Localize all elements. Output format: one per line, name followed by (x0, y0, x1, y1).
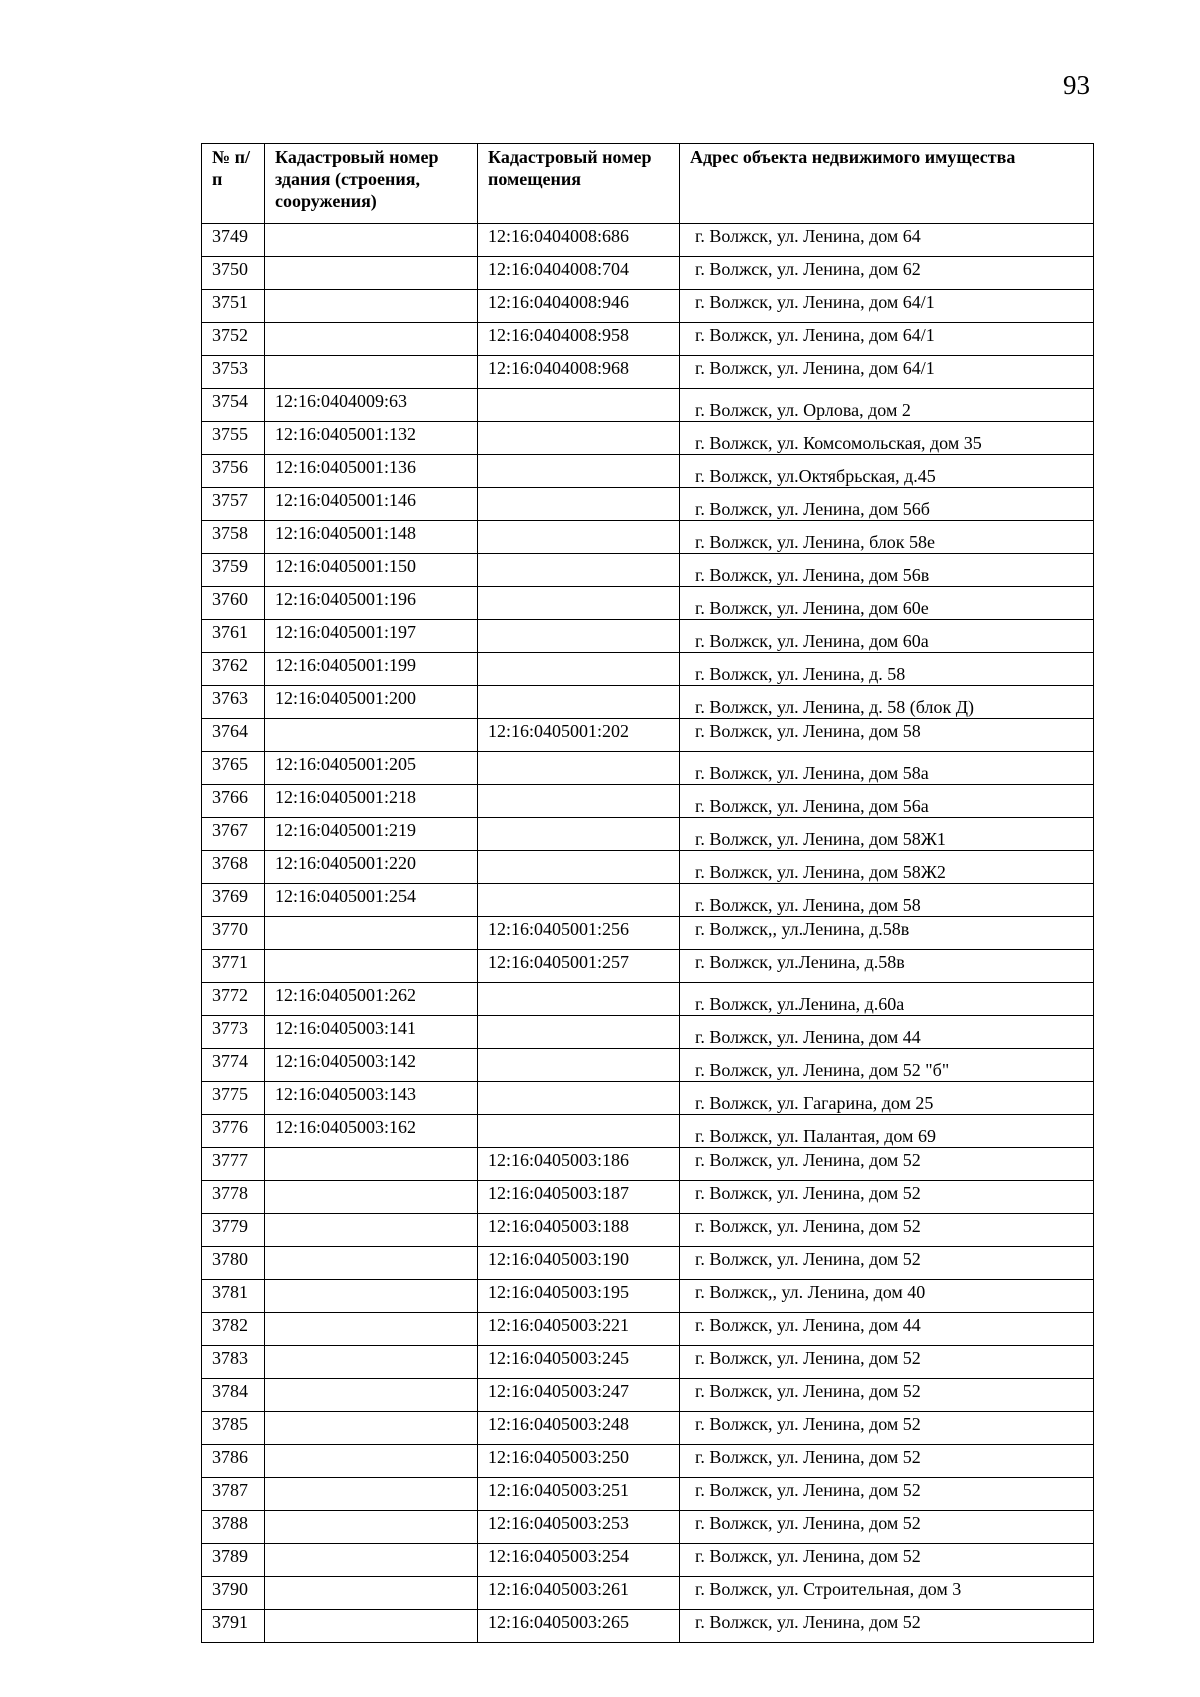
page-number: 93 (1063, 70, 1090, 100)
room-cadastral-number (478, 752, 680, 785)
row-number: 3762 (202, 653, 265, 686)
building-cadastral-number: 12:16:0405003:162 (265, 1115, 478, 1148)
building-cadastral-number: 12:16:0405001:220 (265, 851, 478, 884)
address: г. Волжск,, ул. Ленина, дом 40 (680, 1280, 1094, 1313)
room-cadastral-number: 12:16:0405003:245 (478, 1346, 680, 1379)
address: г. Волжск, ул.Ленина, д.58в (680, 950, 1094, 983)
address: г. Волжск, ул. Ленина, д. 58 (блок Д) (680, 686, 1094, 719)
address: г. Волжск, ул. Ленина, блок 58е (680, 521, 1094, 554)
address: г. Волжск, ул. Ленина, дом 52 (680, 1214, 1094, 1247)
address: г. Волжск, ул. Ленина, дом 52 (680, 1610, 1094, 1643)
row-number: 3788 (202, 1511, 265, 1544)
address: г. Волжск, ул. Ленина, дом 64/1 (680, 356, 1094, 389)
building-cadastral-number (265, 1346, 478, 1379)
building-cadastral-number (265, 1544, 478, 1577)
table-row (202, 1115, 1094, 1148)
table-row (202, 1412, 1094, 1445)
room-cadastral-number: 12:16:0405001:202 (478, 719, 680, 752)
row-number: 3775 (202, 1082, 265, 1115)
building-cadastral-number (265, 719, 478, 752)
table-row (202, 488, 1094, 521)
table-row (202, 983, 1094, 1016)
room-cadastral-number (478, 488, 680, 521)
room-cadastral-number: 12:16:0404008:946 (478, 290, 680, 323)
row-number: 3751 (202, 290, 265, 323)
address: г. Волжск, ул. Гагарина, дом 25 (680, 1082, 1094, 1115)
row-number: 3758 (202, 521, 265, 554)
room-cadastral-number: 12:16:0405003:186 (478, 1148, 680, 1181)
table-row (202, 1313, 1094, 1346)
building-cadastral-number: 12:16:0405001:136 (265, 455, 478, 488)
row-number: 3765 (202, 752, 265, 785)
table-row (202, 389, 1094, 422)
building-cadastral-number (265, 1313, 478, 1346)
header-row-number: № п/п (202, 144, 265, 224)
address: г. Волжск, ул. Ленина, дом 44 (680, 1016, 1094, 1049)
room-cadastral-number: 12:16:0405003:254 (478, 1544, 680, 1577)
table-header-row (202, 144, 1094, 224)
table-row (202, 620, 1094, 653)
room-cadastral-number: 12:16:0405003:221 (478, 1313, 680, 1346)
row-number: 3791 (202, 1610, 265, 1643)
table-row (202, 323, 1094, 356)
building-cadastral-number (265, 1445, 478, 1478)
building-cadastral-number (265, 1148, 478, 1181)
building-cadastral-number (265, 323, 478, 356)
address: г. Волжск, ул. Ленина, дом 60а (680, 620, 1094, 653)
row-number: 3787 (202, 1478, 265, 1511)
building-cadastral-number: 12:16:0405001:196 (265, 587, 478, 620)
row-number: 3760 (202, 587, 265, 620)
table-row (202, 587, 1094, 620)
address: г. Волжск, ул. Ленина, дом 62 (680, 257, 1094, 290)
building-cadastral-number (265, 257, 478, 290)
room-cadastral-number (478, 1082, 680, 1115)
room-cadastral-number: 12:16:0405003:248 (478, 1412, 680, 1445)
table-row (202, 1181, 1094, 1214)
building-cadastral-number: 12:16:0405001:219 (265, 818, 478, 851)
address: г. Волжск, ул. Ленина, дом 58Ж1 (680, 818, 1094, 851)
row-number: 3785 (202, 1412, 265, 1445)
table-row (202, 1280, 1094, 1313)
address: г. Волжск, ул. Ленина, дом 56б (680, 488, 1094, 521)
table-row (202, 1544, 1094, 1577)
building-cadastral-number (265, 1379, 478, 1412)
building-cadastral-number: 12:16:0405001:146 (265, 488, 478, 521)
table-row (202, 554, 1094, 587)
table-row (202, 224, 1094, 257)
address: г. Волжск, ул. Ленина, дом 64/1 (680, 323, 1094, 356)
table-row (202, 686, 1094, 719)
table-row (202, 1445, 1094, 1478)
address: г. Волжск, ул. Ленина, дом 58 (680, 884, 1094, 917)
building-cadastral-number: 12:16:0405001:132 (265, 422, 478, 455)
address: г. Волжск,, ул.Ленина, д.58в (680, 917, 1094, 950)
row-number: 3769 (202, 884, 265, 917)
row-number: 3783 (202, 1346, 265, 1379)
address: г. Волжск, ул. Ленина, дом 52 (680, 1181, 1094, 1214)
building-cadastral-number (265, 224, 478, 257)
room-cadastral-number (478, 1016, 680, 1049)
address: г. Волжск, ул. Ленина, дом 56в (680, 554, 1094, 587)
building-cadastral-number (265, 290, 478, 323)
room-cadastral-number: 12:16:0405003:247 (478, 1379, 680, 1412)
building-cadastral-number (265, 356, 478, 389)
table-row (202, 422, 1094, 455)
row-number: 3753 (202, 356, 265, 389)
row-number: 3767 (202, 818, 265, 851)
row-number: 3749 (202, 224, 265, 257)
address: г. Волжск, ул. Ленина, дом 52 (680, 1445, 1094, 1478)
row-number: 3774 (202, 1049, 265, 1082)
room-cadastral-number (478, 554, 680, 587)
building-cadastral-number (265, 1511, 478, 1544)
address: г. Волжск, ул. Ленина, дом 44 (680, 1313, 1094, 1346)
row-number: 3779 (202, 1214, 265, 1247)
address: г. Волжск, ул. Ленина, дом 52 (680, 1544, 1094, 1577)
building-cadastral-number (265, 1247, 478, 1280)
building-cadastral-number: 12:16:0405001:197 (265, 620, 478, 653)
table-row (202, 785, 1094, 818)
row-number: 3761 (202, 620, 265, 653)
room-cadastral-number: 12:16:0405003:253 (478, 1511, 680, 1544)
header-address: Адрес объекта недвижимого имущества (680, 144, 1094, 224)
room-cadastral-number: 12:16:0405003:265 (478, 1610, 680, 1643)
row-number: 3784 (202, 1379, 265, 1412)
row-number: 3759 (202, 554, 265, 587)
room-cadastral-number (478, 521, 680, 554)
room-cadastral-number (478, 455, 680, 488)
table-row (202, 1247, 1094, 1280)
building-cadastral-number: 12:16:0405001:205 (265, 752, 478, 785)
room-cadastral-number: 12:16:0405001:257 (478, 950, 680, 983)
table-row (202, 884, 1094, 917)
room-cadastral-number (478, 620, 680, 653)
room-cadastral-number (478, 389, 680, 422)
building-cadastral-number: 12:16:0404009:63 (265, 389, 478, 422)
table-row (202, 752, 1094, 785)
table-row (202, 290, 1094, 323)
address: г. Волжск, ул. Ленина, д. 58 (680, 653, 1094, 686)
table-row (202, 1511, 1094, 1544)
row-number: 3773 (202, 1016, 265, 1049)
room-cadastral-number: 12:16:0404008:686 (478, 224, 680, 257)
room-cadastral-number: 12:16:0405003:261 (478, 1577, 680, 1610)
address: г. Волжск, ул. Комсомольская, дом 35 (680, 422, 1094, 455)
address: г. Волжск, ул.Октябрьская, д.45 (680, 455, 1094, 488)
address: г. Волжск, ул. Палантая, дом 69 (680, 1115, 1094, 1148)
room-cadastral-number: 12:16:0405001:256 (478, 917, 680, 950)
row-number: 3766 (202, 785, 265, 818)
address: г. Волжск, ул. Ленина, дом 52 (680, 1511, 1094, 1544)
row-number: 3778 (202, 1181, 265, 1214)
room-cadastral-number (478, 1115, 680, 1148)
row-number: 3750 (202, 257, 265, 290)
address: г. Волжск, ул. Ленина, дом 56а (680, 785, 1094, 818)
address: г. Волжск, ул. Ленина, дом 52 "б" (680, 1049, 1094, 1082)
row-number: 3755 (202, 422, 265, 455)
room-cadastral-number (478, 686, 680, 719)
address: г. Волжск, ул. Ленина, дом 64/1 (680, 290, 1094, 323)
row-number: 3786 (202, 1445, 265, 1478)
table-row (202, 653, 1094, 686)
building-cadastral-number (265, 1412, 478, 1445)
address: г. Волжск, ул. Ленина, дом 58Ж2 (680, 851, 1094, 884)
address: г. Волжск, ул. Ленина, дом 52 (680, 1478, 1094, 1511)
building-cadastral-number: 12:16:0405001:218 (265, 785, 478, 818)
address: г. Волжск, ул. Ленина, дом 60е (680, 587, 1094, 620)
address: г. Волжск, ул. Ленина, дом 52 (680, 1148, 1094, 1181)
row-number: 3782 (202, 1313, 265, 1346)
building-cadastral-number (265, 1181, 478, 1214)
room-cadastral-number: 12:16:0405003:250 (478, 1445, 680, 1478)
registry-table (201, 143, 1094, 1643)
table-row (202, 950, 1094, 983)
building-cadastral-number: 12:16:0405001:150 (265, 554, 478, 587)
row-number: 3789 (202, 1544, 265, 1577)
room-cadastral-number: 12:16:0405003:251 (478, 1478, 680, 1511)
table-row (202, 1577, 1094, 1610)
building-cadastral-number (265, 950, 478, 983)
address: г. Волжск, ул. Орлова, дом 2 (680, 389, 1094, 422)
table-row (202, 1379, 1094, 1412)
table-row (202, 521, 1094, 554)
row-number: 3772 (202, 983, 265, 1016)
table-row (202, 719, 1094, 752)
building-cadastral-number (265, 1610, 478, 1643)
building-cadastral-number: 12:16:0405003:141 (265, 1016, 478, 1049)
table-row (202, 1016, 1094, 1049)
row-number: 3770 (202, 917, 265, 950)
address: г. Волжск, ул. Ленина, дом 64 (680, 224, 1094, 257)
building-cadastral-number (265, 1577, 478, 1610)
room-cadastral-number (478, 587, 680, 620)
address: г. Волжск, ул. Ленина, дом 52 (680, 1247, 1094, 1280)
address: г. Волжск, ул.Ленина, д.60а (680, 983, 1094, 1016)
building-cadastral-number (265, 1478, 478, 1511)
building-cadastral-number (265, 1280, 478, 1313)
room-cadastral-number: 12:16:0404008:958 (478, 323, 680, 356)
room-cadastral-number: 12:16:0405003:188 (478, 1214, 680, 1247)
row-number: 3771 (202, 950, 265, 983)
row-number: 3764 (202, 719, 265, 752)
room-cadastral-number (478, 884, 680, 917)
table-row (202, 851, 1094, 884)
room-cadastral-number (478, 1049, 680, 1082)
room-cadastral-number (478, 422, 680, 455)
building-cadastral-number: 12:16:0405001:200 (265, 686, 478, 719)
table-row (202, 1346, 1094, 1379)
table-row (202, 356, 1094, 389)
room-cadastral-number (478, 818, 680, 851)
row-number: 3754 (202, 389, 265, 422)
room-cadastral-number (478, 851, 680, 884)
address: г. Волжск, ул. Ленина, дом 52 (680, 1412, 1094, 1445)
row-number: 3780 (202, 1247, 265, 1280)
table-row (202, 818, 1094, 851)
row-number: 3777 (202, 1148, 265, 1181)
building-cadastral-number (265, 917, 478, 950)
building-cadastral-number: 12:16:0405001:199 (265, 653, 478, 686)
room-cadastral-number: 12:16:0404008:968 (478, 356, 680, 389)
room-cadastral-number: 12:16:0405003:195 (478, 1280, 680, 1313)
address: г. Волжск, ул. Ленина, дом 52 (680, 1379, 1094, 1412)
building-cadastral-number (265, 1214, 478, 1247)
address: г. Волжск, ул. Ленина, дом 52 (680, 1346, 1094, 1379)
address: г. Волжск, ул. Строительная, дом 3 (680, 1577, 1094, 1610)
header-building-cadastral-number: Кадастровый номер здания (строения, сооружения) (265, 144, 478, 224)
row-number: 3790 (202, 1577, 265, 1610)
row-number: 3768 (202, 851, 265, 884)
row-number: 3752 (202, 323, 265, 356)
room-cadastral-number: 12:16:0404008:704 (478, 257, 680, 290)
table-body (202, 224, 1094, 1643)
building-cadastral-number: 12:16:0405001:148 (265, 521, 478, 554)
building-cadastral-number: 12:16:0405003:143 (265, 1082, 478, 1115)
table-row (202, 257, 1094, 290)
building-cadastral-number: 12:16:0405001:262 (265, 983, 478, 1016)
row-number: 3776 (202, 1115, 265, 1148)
row-number: 3763 (202, 686, 265, 719)
table-row (202, 1082, 1094, 1115)
address: г. Волжск, ул. Ленина, дом 58а (680, 752, 1094, 785)
header-room-cadastral-number: Кадастровый номер помещения (478, 144, 680, 224)
table-row (202, 1214, 1094, 1247)
room-cadastral-number (478, 653, 680, 686)
address: г. Волжск, ул. Ленина, дом 58 (680, 719, 1094, 752)
room-cadastral-number (478, 983, 680, 1016)
room-cadastral-number: 12:16:0405003:187 (478, 1181, 680, 1214)
room-cadastral-number: 12:16:0405003:190 (478, 1247, 680, 1280)
table-row (202, 917, 1094, 950)
table-row (202, 1148, 1094, 1181)
table-row (202, 1610, 1094, 1643)
row-number: 3781 (202, 1280, 265, 1313)
building-cadastral-number: 12:16:0405003:142 (265, 1049, 478, 1082)
table-row (202, 455, 1094, 488)
table-row (202, 1049, 1094, 1082)
table-row (202, 1478, 1094, 1511)
row-number: 3756 (202, 455, 265, 488)
row-number: 3757 (202, 488, 265, 521)
room-cadastral-number (478, 785, 680, 818)
building-cadastral-number: 12:16:0405001:254 (265, 884, 478, 917)
